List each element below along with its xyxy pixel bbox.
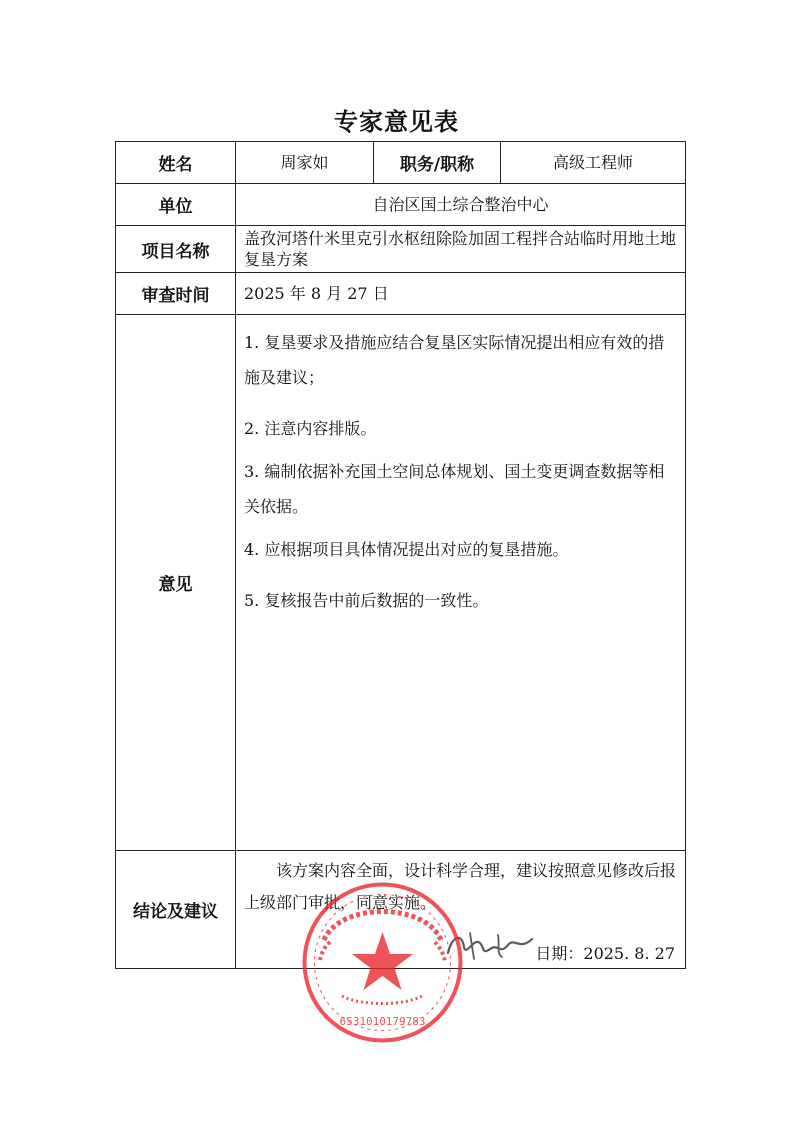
- opinion-item: 1. 复垦要求及措施应结合复垦区实际情况提出相应有效的措施及建议；: [244, 333, 665, 387]
- review-time-label: 审查时间: [116, 273, 236, 315]
- conclusion-text: 该方案内容全面，设计科学合理，建议按照意见修改后报上级部门审批，同意实施。: [244, 861, 677, 912]
- opinion-list: [236, 315, 686, 851]
- name-value: 周家如: [236, 142, 374, 184]
- conclusion-label: 结论及建议: [116, 851, 236, 969]
- stamp-number: 6531010179783: [339, 1015, 426, 1028]
- row-opinion: [116, 315, 686, 851]
- opinion-item: 4. 应根据项目具体情况提出对应的复垦措施。: [244, 540, 569, 559]
- row-project: [116, 226, 686, 273]
- unit-value: 自治区国土综合整治中心: [236, 184, 686, 226]
- position-label: 职务/职称: [374, 142, 501, 184]
- opinion-item: 3. 编制依据补充国土空间总体规划、国土变更调查数据等相关依据。: [244, 462, 665, 516]
- opinion-item: 2. 注意内容排版。: [244, 419, 377, 438]
- position-value: 高级工程师: [501, 142, 686, 184]
- expert-opinion-table: [115, 141, 686, 969]
- project-value: 盖孜河塔什米里克引水枢纽除险加固工程拌合站临时用地土地复垦方案: [236, 226, 686, 273]
- row-review-time: [116, 273, 686, 315]
- signature-image: [440, 925, 540, 965]
- row-name: [116, 142, 686, 184]
- review-time-value: 2025 年 8 月 27 日: [236, 273, 686, 315]
- unit-label: 单位: [116, 184, 236, 226]
- project-label: 项目名称: [116, 226, 236, 273]
- date-text: 日期：2025. 8. 27: [535, 944, 675, 963]
- document-title: 专家意见表: [334, 108, 459, 136]
- opinion-item: 5. 复核报告中前后数据的一致性。: [244, 591, 489, 610]
- row-conclusion: [116, 851, 686, 969]
- row-unit: [116, 184, 686, 226]
- name-label: 姓名: [116, 142, 236, 184]
- opinion-label: 意见: [116, 315, 236, 851]
